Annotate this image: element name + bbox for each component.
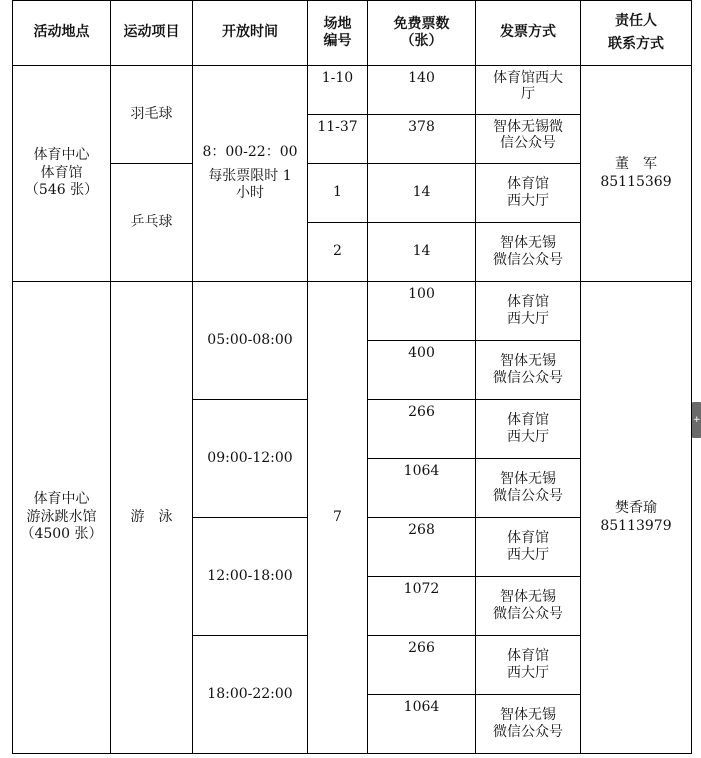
pool-issue-3b xyxy=(476,577,581,636)
header-row xyxy=(13,1,692,66)
gym-tickets-1: 140 xyxy=(368,66,476,115)
header-court-number-line1: 场地 xyxy=(323,15,352,32)
pool-issue-1b-line1: 智体无锡 xyxy=(500,352,556,369)
table-row xyxy=(13,66,692,115)
pool-issue-4a xyxy=(476,636,581,695)
header-contact-line1: 责任人 xyxy=(615,12,657,29)
gym-issue-3-line1: 体育馆 xyxy=(507,175,549,192)
pool-tickets-2a: 266 xyxy=(368,400,476,459)
gym-issue-1-line1: 体育馆西大 xyxy=(493,70,563,86)
pool-venue-line2: 游泳跳水馆 xyxy=(26,508,97,525)
pool-issue-4a-line2: 西大厅 xyxy=(507,665,549,681)
pool-venue-line3: （4500 张） xyxy=(20,526,103,543)
pool-issue-1a-line2: 西大厅 xyxy=(507,311,549,327)
gym-issue-2-line2: 信公众号 xyxy=(500,135,556,152)
pool-issue-3a-line2: 西大厅 xyxy=(507,547,549,563)
pool-issue-4b xyxy=(476,695,581,754)
pool-contact-phone: 85113979 xyxy=(600,517,672,534)
gym-issue-2-line1: 智体无锡微 xyxy=(493,119,563,135)
pool-slot-4-time: 18:00-22:00 xyxy=(193,636,308,754)
gym-issue-4 xyxy=(476,223,581,282)
table-row xyxy=(13,282,692,341)
pool-issue-2a-line2: 西大厅 xyxy=(507,429,549,445)
pool-tickets-4a: 266 xyxy=(368,636,476,695)
gym-issue-1-line2: 厅 xyxy=(521,86,535,103)
gym-venue-cell xyxy=(13,66,111,282)
gym-issue-1 xyxy=(476,66,581,115)
gym-issue-4-line1: 智体无锡 xyxy=(500,234,556,251)
gym-sport-pingpong: 乒乓球 xyxy=(111,164,193,282)
gym-court-4: 2 xyxy=(308,223,368,282)
pool-tickets-3a: 268 xyxy=(368,518,476,577)
pool-issue-1b-line2: 微信公众号 xyxy=(493,370,563,386)
pool-slot-2-time: 09:00-12:00 xyxy=(193,400,308,518)
pool-sport-cell: 游 泳 xyxy=(111,282,193,754)
gym-venue-line2: 体育馆 xyxy=(40,164,83,181)
header-court-number-line2: 编号 xyxy=(323,33,352,49)
pool-issue-1b xyxy=(476,341,581,400)
gym-contact-name: 董 军 xyxy=(615,156,657,172)
pool-issue-4b-line1: 智体无锡 xyxy=(500,706,556,723)
pool-tickets-2b: 1064 xyxy=(368,459,476,518)
gym-hours-cell xyxy=(193,66,308,282)
header-free-tickets-line1: 免费票数 xyxy=(393,15,450,32)
pool-issue-3a-line1: 体育馆 xyxy=(507,529,549,546)
gym-hours-line2: 每张票限时 1 xyxy=(208,167,292,184)
gym-hours-line1: 8：00-22：00 xyxy=(202,144,298,161)
table-edge-handle[interactable] xyxy=(692,402,701,438)
pool-issue-2a xyxy=(476,400,581,459)
plus-icon: + xyxy=(693,415,701,425)
gym-tickets-4: 14 xyxy=(368,223,476,282)
ticket-schedule-table xyxy=(12,0,692,754)
pool-issue-3b-line1: 智体无锡 xyxy=(500,588,556,605)
gym-issue-4-line2: 微信公众号 xyxy=(493,252,563,268)
gym-tickets-3: 14 xyxy=(368,164,476,223)
gym-court-1: 1-10 xyxy=(308,66,368,115)
pool-contact-cell xyxy=(581,282,692,754)
pool-issue-2b xyxy=(476,459,581,518)
gym-contact-phone: 85115369 xyxy=(600,173,672,190)
pool-tickets-3b: 1072 xyxy=(368,577,476,636)
gym-sport-badminton: 羽毛球 xyxy=(111,66,193,164)
pool-issue-3a xyxy=(476,518,581,577)
gym-venue-line1: 体育中心 xyxy=(33,147,90,164)
pool-slot-1-time: 05:00-08:00 xyxy=(193,282,308,400)
pool-contact-name: 樊香瑜 xyxy=(615,500,657,516)
gym-hours-line3: 小时 xyxy=(236,185,264,202)
pool-tickets-1a: 100 xyxy=(368,282,476,341)
header-hours: 开放时间 xyxy=(193,1,308,66)
header-contact-line2: 联系方式 xyxy=(608,36,664,52)
header-sport: 运动项目 xyxy=(111,1,193,66)
gym-contact-cell xyxy=(581,66,692,282)
gym-issue-2 xyxy=(476,115,581,164)
gym-court-3: 1 xyxy=(308,164,368,223)
pool-slot-3-time: 12:00-18:00 xyxy=(193,518,308,636)
pool-issue-1a-line1: 体育馆 xyxy=(507,293,549,310)
pool-tickets-4b: 1064 xyxy=(368,695,476,754)
gym-issue-3 xyxy=(476,164,581,223)
pool-court-cell: 7 xyxy=(308,282,368,754)
header-free-tickets xyxy=(368,1,476,66)
header-venue: 活动地点 xyxy=(13,1,111,66)
header-court-number xyxy=(308,1,368,66)
pool-issue-4a-line1: 体育馆 xyxy=(507,647,549,664)
pool-issue-1a xyxy=(476,282,581,341)
gym-court-2: 11-37 xyxy=(308,115,368,164)
pool-venue-cell xyxy=(13,282,111,754)
pool-issue-4b-line2: 微信公众号 xyxy=(493,724,563,740)
pool-issue-3b-line2: 微信公众号 xyxy=(493,606,563,622)
pool-venue-line1: 体育中心 xyxy=(33,491,90,508)
pool-tickets-1b: 400 xyxy=(368,341,476,400)
gym-tickets-2: 378 xyxy=(368,115,476,164)
header-contact xyxy=(581,1,692,66)
gym-venue-line3: （546 张） xyxy=(24,182,99,199)
pool-issue-2b-line2: 微信公众号 xyxy=(493,488,563,504)
header-issue-method: 发票方式 xyxy=(476,1,581,66)
pool-issue-2a-line1: 体育馆 xyxy=(507,411,549,428)
pool-issue-2b-line1: 智体无锡 xyxy=(500,470,556,487)
header-free-tickets-line2: （张） xyxy=(400,33,443,49)
gym-issue-3-line2: 西大厅 xyxy=(507,193,549,209)
